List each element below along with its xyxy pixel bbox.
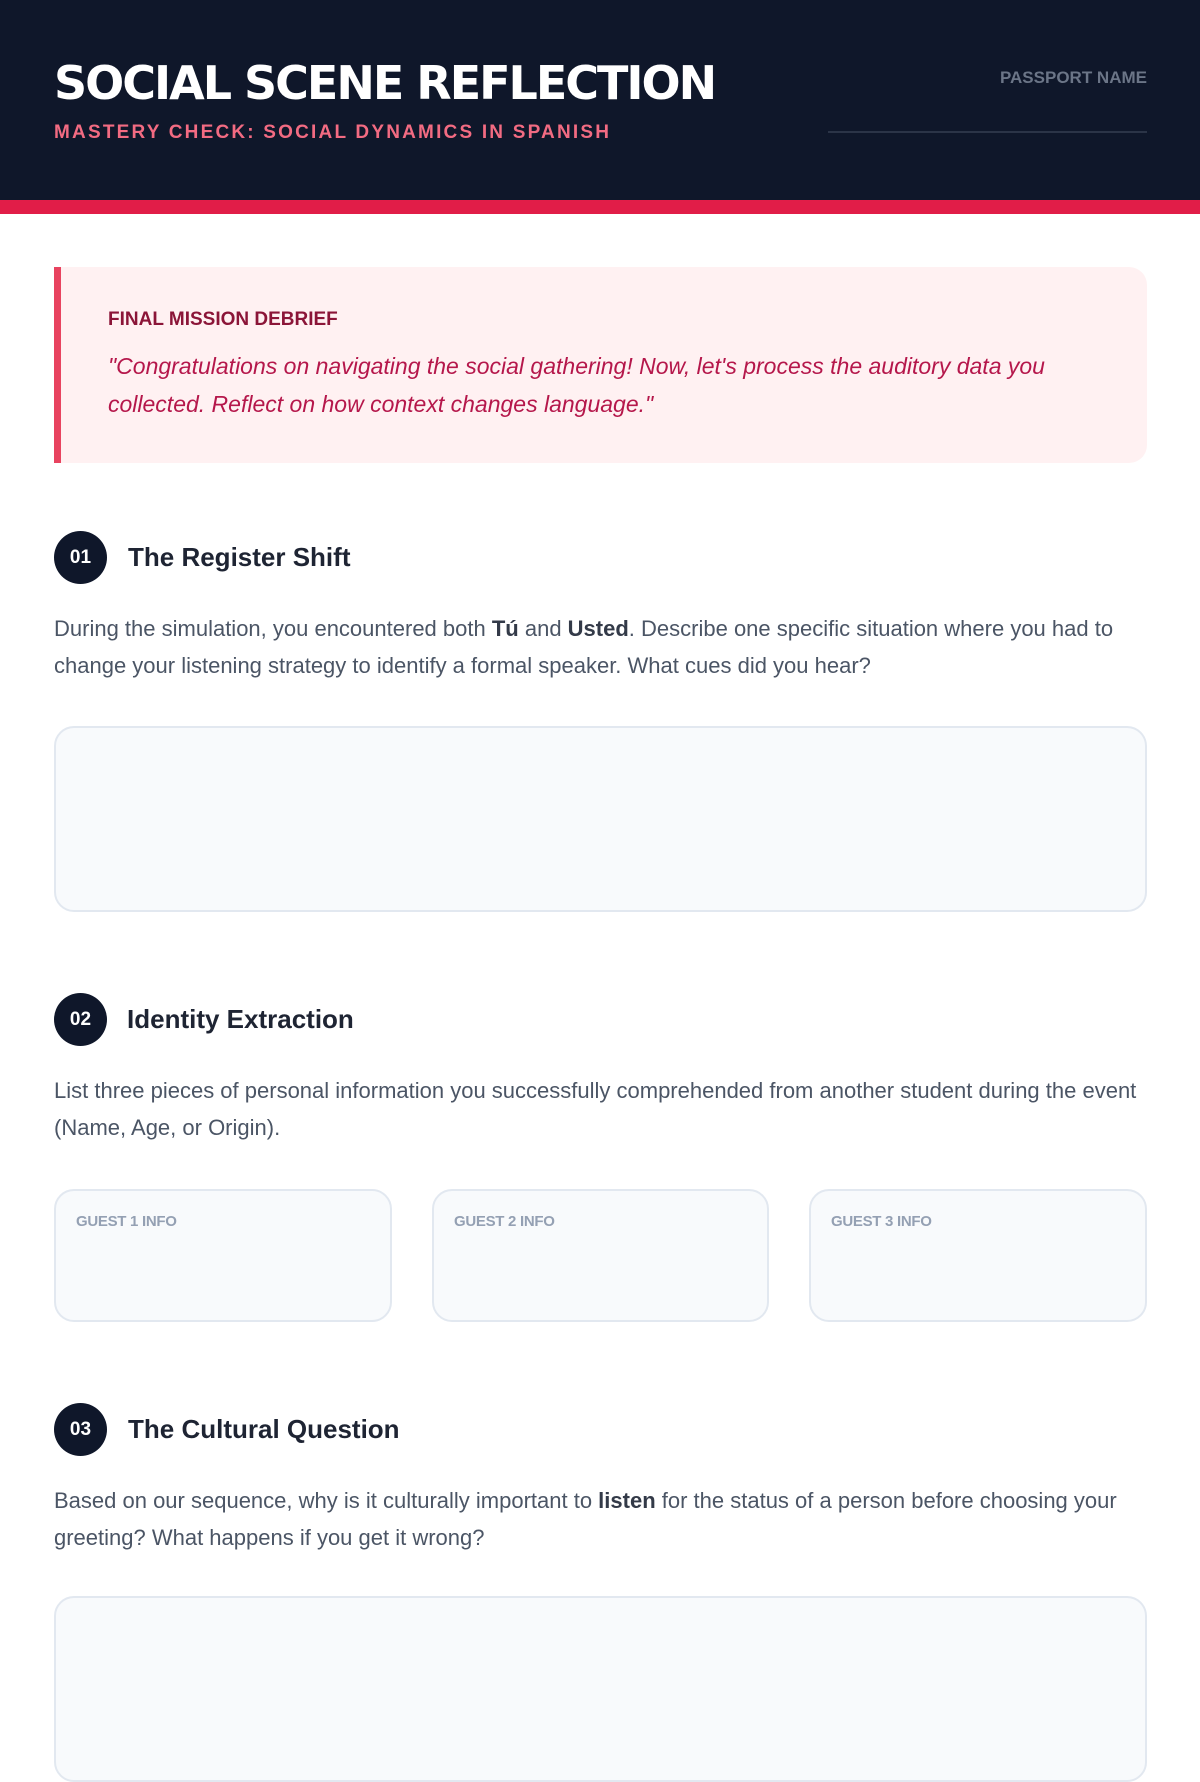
guest-info-label: GUEST 2 INFO (454, 1213, 555, 1230)
section-number-badge: 03 (54, 1403, 107, 1456)
section-title: The Cultural Question (128, 1414, 400, 1444)
section-prompt: During the simulation, you encountered both Tú and Usted. Describe one specific situation where you had to change your listening strategy to identify a formal speaker. What cues did you hear? (54, 616, 1114, 678)
guest-3-info-box[interactable] (809, 1189, 1147, 1322)
section-title: The Register Shift (128, 542, 351, 572)
guest-1-info-box[interactable] (54, 1189, 392, 1322)
passport-name-field[interactable] (828, 131, 1147, 133)
guest-info-label: GUEST 1 INFO (76, 1213, 177, 1230)
guest-2-info-box[interactable] (432, 1189, 769, 1322)
debrief-label: FINAL MISSION DEBRIEF (108, 309, 338, 330)
section-prompt: List three pieces of personal information you successfully comprehended from another student during the event (Name, Age, or Origin). (54, 1078, 1137, 1140)
debrief-quote: "Congratulations on navigating the social gathering! Now, let's process the auditory data you collected. Reflect on how context changes language." (108, 353, 1045, 417)
section-prompt: Based on our sequence, why is it culturally important to listen for the status of a person before choosing your greeting? What happens if you get it wrong? (54, 1488, 1117, 1550)
section-number-badge: 01 (54, 531, 107, 584)
cultural-question-answer-box[interactable] (54, 1596, 1147, 1782)
page-subtitle: MASTERY CHECK: SOCIAL DYNAMICS IN SPANISH (54, 122, 612, 143)
page-header (0, 0, 1200, 200)
debrief-callout (54, 267, 1147, 463)
section-number-badge: 02 (54, 993, 107, 1046)
section-title: Identity Extraction (127, 1004, 354, 1034)
passport-name-label: PASSPORT NAME (999, 68, 1147, 87)
page-title: SOCIAL SCENE REFLECTION (54, 56, 716, 110)
guest-info-label: GUEST 3 INFO (831, 1213, 932, 1230)
header-accent-bar (0, 200, 1200, 214)
register-shift-answer-box[interactable] (54, 726, 1147, 912)
